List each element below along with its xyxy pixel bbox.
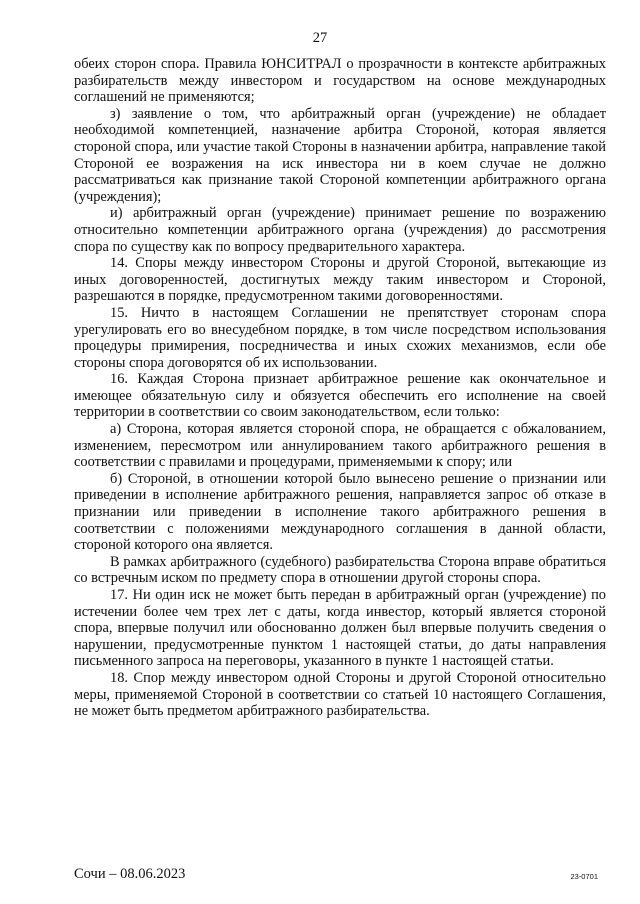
paragraph-16: 16. Каждая Сторона признает арбитражное решение как окончательное и имеющее обязательную силу и обязуется обеспечить его исполнение на своей территории в соответствии со своим законодательством, если только: bbox=[74, 371, 606, 421]
footer-code: 23-0701 bbox=[570, 872, 598, 881]
document-body bbox=[74, 56, 606, 720]
paragraph-continuation: обеих сторон спора. Правила ЮНСИТРАЛ о прозрачности в контексте арбитражных разбирательств между инвестором и государством на основе международных соглашений не применяются; bbox=[74, 56, 606, 106]
paragraph-15: 15. Ничто в настоящем Соглашении не препятствует сторонам спора урегулировать его во внесудебном порядке, в том числе посредством использования процедуры примирения, посредничества и иных схожих механизмов, если обе стороны спора договорятся об их использовании. bbox=[74, 304, 606, 371]
paragraph-17: 17. Ни один иск не может быть передан в арбитражный орган (учреждение) по истечении более чем трех лет с даты, когда инвестор, который является стороной спора, впервые получил или обоснованно должен был впервые получить сведения о нарушении, предусмотренные пунктом 1 настоящей статьи, до даты направления письменного запроса на переговоры, указанного в пункте 1 настоящей статьи. bbox=[74, 587, 606, 670]
paragraph-14: 14. Споры между инвестором Стороны и другой Стороной, вытекающие из иных договоренностей, достигнутых между таким инвестором и Стороной, разрешаются в порядке, предусмотренном такими договоренностями. bbox=[74, 255, 606, 305]
paragraph-16-item-b: б) Стороной, в отношении которой было вынесено решение о признании или приведении в исполнение арбитражного решения, направляется запрос об отказе в признании или приведении в исполнение такого арбитражного решения в соответствии с положениями международного соглашения в данной области, стороной которого она является. bbox=[74, 470, 606, 554]
paragraph-counterclaim: В рамках арбитражного (судебного) разбирательства Сторона вправе обратиться со встречным иском по предмету спора в отношении другой стороны спора. bbox=[74, 553, 606, 587]
footer-place-date: Сочи – 08.06.2023 bbox=[74, 866, 186, 882]
paragraph-item-z: з) заявление о том, что арбитражный орган (учреждение) не обладает необходимой компетенцией, назначение арбитра Стороной, которая является стороной спора, или участие такой Стороны в назначении арбитра, направление такой Стороной ее возражения на иск инвестора ни в коем случае не должно рассматриваться как признание такой Стороной компетенции арбитражного органа (учреждения); bbox=[74, 105, 606, 205]
paragraph-16-item-a: а) Сторона, которая является стороной спора, не обращается с обжалованием, изменением, пересмотром или аннулированием такого арбитражного решения в соответствии с правилами и процедурами, применяемыми к спору; или bbox=[74, 421, 606, 471]
paragraph-item-i: и) арбитражный орган (учреждение) принимает решение по возражению относительно компетенции арбитражного органа (учреждения) до рассмотрения спора по существу как по вопросу предварительного характера. bbox=[74, 205, 606, 255]
paragraph-18: 18. Спор между инвестором одной Стороны и другой Стороной относительно меры, применяемой Стороной в соответствии со статьей 10 настоящего Соглашения, не может быть предметом арбитражного разбирательства. bbox=[74, 669, 606, 720]
page-number: 27 bbox=[312, 30, 328, 46]
